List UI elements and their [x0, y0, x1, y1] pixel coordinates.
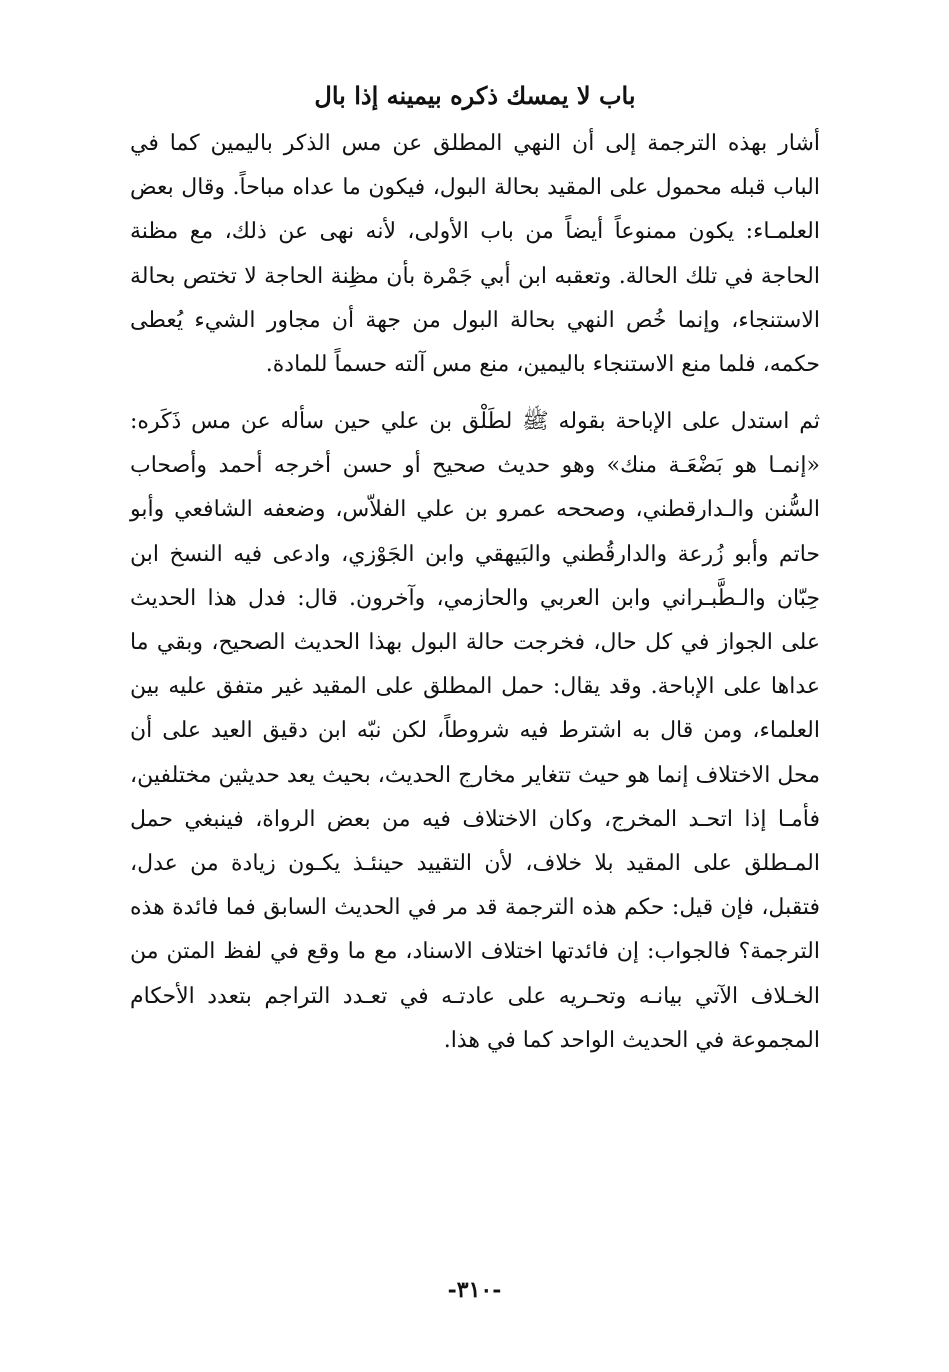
- chapter-title: باب لا يمسك ذكره بيمينه إذا بال: [314, 81, 636, 110]
- paragraph-1: أشار بهذه الترجمة إلى أن النهي المطلق عن مس الذكر باليمين كما في الباب قبله محمول على المقيد بحالة البول، فيكون ما عداه مباحاً. وقال بعض العلمـاء: يكون ممنوعاً أيضاً من باب الأولى، لأنه نهى عن ذلك، مع مظنة الحاجة في تلك الحالة. وتعقبه ابن أبي جَمْرة بأن مظِنة الحاجة لا تختص بحالة الاستنجاء، وإنما خُص النهي بحالة البول من جهة أن مجاور الشيء يُعطى حكمه، فلما منع الاستنجاء باليمين، منع مس آلته حسماً للمادة.: [130, 131, 820, 378]
- paragraph-2: ثم استدل على الإباحة بقوله ﷺ لطَلْق بن علي حين سأله عن مس ذَكَره: «إنمـا هو بَضْعَـة منك» وهو حديث صحيح أو حسن أخرجه أحمد وأصحاب السُّنن والـدارقطني، وصححه عمرو بن علي الفلاّس، وضعفه الشافعي وأبو حاتم وأبو زُرعة والدارقُطني والبَيهقي وابن الجَوْزي، وادعى فيه النسخ ابن حِبّان والـطَّبـراني وابن العربي والحازمي، وآخرون. قال: فدل هذا الحديث على الجواز في كل حال، فخرجت حالة البول بهذا الحديث الصحيح، وبقي ما عداها على الإباحة. وقد يقال: حمل المطلق على المقيد غير متفق عليه بين العلماء، ومن قال به اشترط فيه شروطاً، لكن نبّه ابن دقيق العيد على أن محل الاختلاف إنما هو حيث تتغاير مخارج الحديث، بحيث يعد حديثين مختلفين، فأمـا إذا اتحـد المخرج، وكان الاختلاف فيه من بعض الرواة، فينبغي حمل المـطلق على المقيد بلا خلاف، لأن التقييد حينئـذ يكـون زيادة من عدل، فتقبل، فإن قيل: حكم هذه الترجمة قد مر في الحديث السابق فما فائدة هذه الترجمة؟ فالجواب: إن فائدتها اختلاف الاسناد، مع ما وقع في لفظ المتن من الخـلاف الآتي بيانـه وتحـريه على عادتـه في تعـدد التراجم بتعدد الأحكام المجموعة في الحديث الواحد كما في هذا.: [130, 409, 820, 1053]
- page-number: -٣١٠-: [447, 1277, 502, 1303]
